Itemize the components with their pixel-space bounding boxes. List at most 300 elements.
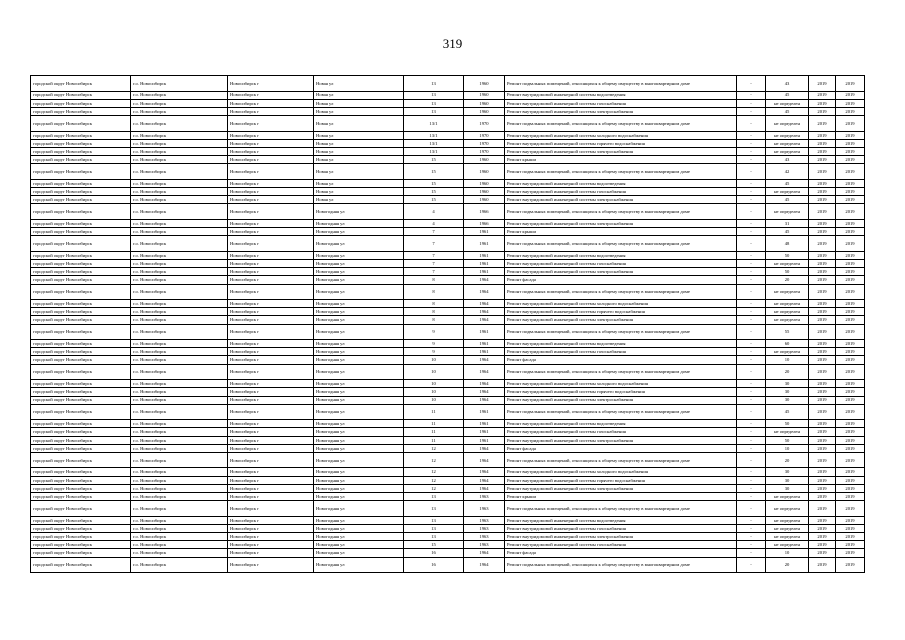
district-cell: г.о. Новосибирск [131, 501, 228, 517]
locality-cell: Новосибирск г [228, 428, 314, 436]
end-year-cell: 2019 [836, 268, 865, 276]
house-number-cell: 4 [404, 204, 464, 220]
municipality-cell: городской округ Новосибирск [31, 116, 131, 132]
table-row [31, 107, 865, 115]
work-type-cell: Ремонт внутридомовой инженерной системы водоотведения [505, 179, 737, 187]
municipality-cell: городской округ Новосибирск [31, 139, 131, 147]
cost-cell: 50 [766, 268, 809, 276]
build-year-cell: 1963 [464, 501, 505, 517]
house-number-cell: 10 [404, 388, 464, 396]
end-year-cell: 2019 [836, 364, 865, 380]
locality-cell: Новосибирск г [228, 316, 314, 324]
end-year-cell: 2019 [836, 259, 865, 267]
locality-cell: Новосибирск г [228, 476, 314, 484]
work-type-cell: Ремонт подвальных помещений, относящихся к общему имуществу в многоквартирном доме [505, 557, 737, 573]
build-year-cell: 1960 [464, 164, 505, 180]
mark-cell: - [737, 533, 766, 541]
start-year-cell: 2019 [809, 436, 836, 444]
cost-cell: не определен [766, 516, 809, 524]
cost-cell: 50 [766, 251, 809, 259]
municipality-cell: городской округ Новосибирск [31, 219, 131, 227]
mark-cell: - [737, 131, 766, 139]
district-cell: г.о. Новосибирск [131, 348, 228, 356]
start-year-cell: 2019 [809, 284, 836, 300]
mark-cell: - [737, 236, 766, 252]
cost-cell: 50 [766, 436, 809, 444]
cost-cell: не определен [766, 316, 809, 324]
locality-cell: Новосибирск г [228, 444, 314, 452]
end-year-cell: 2019 [836, 236, 865, 252]
mark-cell: - [737, 493, 766, 501]
end-year-cell: 2019 [836, 156, 865, 164]
mark-cell: - [737, 147, 766, 155]
table-row [31, 549, 865, 557]
table-row [31, 268, 865, 276]
municipality-cell: городской округ Новосибирск [31, 444, 131, 452]
end-year-cell: 2019 [836, 91, 865, 99]
start-year-cell: 2019 [809, 468, 836, 476]
district-cell: г.о. Новосибирск [131, 139, 228, 147]
municipality-cell: городской округ Новосибирск [31, 340, 131, 348]
start-year-cell: 2019 [809, 107, 836, 115]
street-cell: Новая ул [314, 156, 404, 164]
municipality-cell: городской округ Новосибирск [31, 228, 131, 236]
street-cell: Новогодняя ул [314, 428, 404, 436]
district-cell: г.о. Новосибирск [131, 444, 228, 452]
build-year-cell: 1960 [464, 156, 505, 164]
mark-cell: - [737, 268, 766, 276]
end-year-cell: 2019 [836, 284, 865, 300]
end-year-cell: 2019 [836, 147, 865, 155]
locality-cell: Новосибирск г [228, 420, 314, 428]
municipality-cell: городской округ Новосибирск [31, 99, 131, 107]
locality-cell: Новосибирск г [228, 484, 314, 492]
district-cell: г.о. Новосибирск [131, 380, 228, 388]
start-year-cell: 2019 [809, 156, 836, 164]
house-number-cell: 15 [404, 179, 464, 187]
locality-cell: Новосибирск г [228, 91, 314, 99]
municipality-cell: городской округ Новосибирск [31, 364, 131, 380]
municipality-cell: городской округ Новосибирск [31, 396, 131, 404]
locality-cell: Новосибирск г [228, 268, 314, 276]
cost-cell: не определен [766, 139, 809, 147]
build-year-cell: 1964 [464, 452, 505, 468]
end-year-cell: 2019 [836, 484, 865, 492]
house-number-cell: 7 [404, 251, 464, 259]
work-type-cell: Ремонт внутридомовой инженерной системы газоснабжения [505, 188, 737, 196]
house-number-cell: 13/1 [404, 147, 464, 155]
start-year-cell: 2019 [809, 476, 836, 484]
mark-cell: - [737, 516, 766, 524]
municipality-cell: городской округ Новосибирск [31, 516, 131, 524]
end-year-cell: 2019 [836, 196, 865, 204]
street-cell: Новогодняя ул [314, 356, 404, 364]
mark-cell: - [737, 428, 766, 436]
locality-cell: Новосибирск г [228, 236, 314, 252]
locality-cell: Новосибирск г [228, 516, 314, 524]
house-number-cell: 9 [404, 324, 464, 340]
locality-cell: Новосибирск г [228, 524, 314, 532]
mark-cell: - [737, 308, 766, 316]
mark-cell: - [737, 541, 766, 549]
house-number-cell: 12 [404, 452, 464, 468]
cost-cell: 30 [766, 476, 809, 484]
build-year-cell: 1964 [464, 557, 505, 573]
table-row [31, 436, 865, 444]
build-year-cell: 1964 [464, 396, 505, 404]
table-row [31, 228, 865, 236]
end-year-cell: 2019 [836, 388, 865, 396]
locality-cell: Новосибирск г [228, 533, 314, 541]
work-type-cell: Ремонт крыши [505, 228, 737, 236]
table-row [31, 493, 865, 501]
end-year-cell: 2019 [836, 219, 865, 227]
table-row [31, 516, 865, 524]
build-year-cell: 1960 [464, 76, 505, 92]
locality-cell: Новосибирск г [228, 452, 314, 468]
street-cell: Новая ул [314, 188, 404, 196]
municipality-cell: городской округ Новосибирск [31, 501, 131, 517]
start-year-cell: 2019 [809, 179, 836, 187]
cost-cell: не определен [766, 116, 809, 132]
start-year-cell: 2019 [809, 484, 836, 492]
table-row [31, 452, 865, 468]
end-year-cell: 2019 [836, 300, 865, 308]
table-row [31, 316, 865, 324]
district-cell: г.о. Новосибирск [131, 476, 228, 484]
build-year-cell: 1964 [464, 300, 505, 308]
start-year-cell: 2019 [809, 76, 836, 92]
house-number-cell: 13 [404, 91, 464, 99]
district-cell: г.о. Новосибирск [131, 156, 228, 164]
end-year-cell: 2019 [836, 324, 865, 340]
district-cell: г.о. Новосибирск [131, 468, 228, 476]
table-row [31, 396, 865, 404]
street-cell: Новогодняя ул [314, 316, 404, 324]
build-year-cell: 1963 [464, 516, 505, 524]
street-cell: Новогодняя ул [314, 284, 404, 300]
table-row [31, 276, 865, 284]
locality-cell: Новосибирск г [228, 468, 314, 476]
table-row [31, 476, 865, 484]
work-type-cell: Ремонт внутридомовой инженерной системы холодного водоснабжения [505, 300, 737, 308]
cost-cell: не определен [766, 259, 809, 267]
end-year-cell: 2019 [836, 436, 865, 444]
work-type-cell: Ремонт внутридомовой инженерной системы горячего водоснабжения [505, 388, 737, 396]
table-row [31, 308, 865, 316]
mark-cell: - [737, 300, 766, 308]
start-year-cell: 2019 [809, 340, 836, 348]
end-year-cell: 2019 [836, 188, 865, 196]
work-type-cell: Ремонт подвальных помещений, относящихся к общему имуществу в многоквартирном доме [505, 236, 737, 252]
district-cell: г.о. Новосибирск [131, 396, 228, 404]
cost-cell: не определен [766, 131, 809, 139]
mark-cell: - [737, 316, 766, 324]
locality-cell: Новосибирск г [228, 300, 314, 308]
mark-cell: - [737, 284, 766, 300]
start-year-cell: 2019 [809, 99, 836, 107]
end-year-cell: 2019 [836, 428, 865, 436]
locality-cell: Новосибирск г [228, 541, 314, 549]
end-year-cell: 2019 [836, 228, 865, 236]
house-number-cell: 13 [404, 533, 464, 541]
street-cell: Новогодняя ул [314, 268, 404, 276]
start-year-cell: 2019 [809, 236, 836, 252]
cost-cell: не определен [766, 524, 809, 532]
locality-cell: Новосибирск г [228, 116, 314, 132]
house-number-cell: 13 [404, 524, 464, 532]
house-number-cell: 11 [404, 420, 464, 428]
work-type-cell: Ремонт подвальных помещений, относящихся к общему имуществу в многоквартирном доме [505, 164, 737, 180]
locality-cell: Новосибирск г [228, 308, 314, 316]
street-cell: Новогодняя ул [314, 404, 404, 420]
end-year-cell: 2019 [836, 404, 865, 420]
end-year-cell: 2019 [836, 164, 865, 180]
table-row [31, 324, 865, 340]
work-type-cell: Ремонт внутридомовой инженерной системы газоснабжения [505, 524, 737, 532]
work-type-cell: Ремонт внутридомовой инженерной системы электроснабжения [505, 316, 737, 324]
house-number-cell: 8 [404, 316, 464, 324]
district-cell: г.о. Новосибирск [131, 164, 228, 180]
district-cell: г.о. Новосибирск [131, 204, 228, 220]
build-year-cell: 1970 [464, 139, 505, 147]
work-type-cell: Ремонт внутридомовой инженерной системы газоснабжения [505, 348, 737, 356]
municipality-cell: городской округ Новосибирск [31, 524, 131, 532]
cost-cell: 45 [766, 404, 809, 420]
mark-cell: - [737, 420, 766, 428]
start-year-cell: 2019 [809, 300, 836, 308]
start-year-cell: 2019 [809, 428, 836, 436]
start-year-cell: 2019 [809, 131, 836, 139]
district-cell: г.о. Новосибирск [131, 404, 228, 420]
table-row [31, 91, 865, 99]
end-year-cell: 2019 [836, 444, 865, 452]
start-year-cell: 2019 [809, 396, 836, 404]
mark-cell: - [737, 259, 766, 267]
district-cell: г.о. Новосибирск [131, 436, 228, 444]
mark-cell: - [737, 484, 766, 492]
work-type-cell: Ремонт фасада [505, 444, 737, 452]
build-year-cell: 1970 [464, 116, 505, 132]
house-number-cell: 10 [404, 380, 464, 388]
house-number-cell: 8 [404, 308, 464, 316]
street-cell: Новогодняя ул [314, 541, 404, 549]
end-year-cell: 2019 [836, 308, 865, 316]
work-type-cell: Ремонт фасада [505, 356, 737, 364]
build-year-cell: 1960 [464, 91, 505, 99]
cost-cell: не определен [766, 533, 809, 541]
municipality-cell: городской округ Новосибирск [31, 541, 131, 549]
municipality-cell: городской округ Новосибирск [31, 420, 131, 428]
street-cell: Новогодняя ул [314, 236, 404, 252]
start-year-cell: 2019 [809, 524, 836, 532]
start-year-cell: 2019 [809, 219, 836, 227]
street-cell: Новогодняя ул [314, 388, 404, 396]
mark-cell: - [737, 452, 766, 468]
work-type-cell: Ремонт внутридомовой инженерной системы газоснабжения [505, 541, 737, 549]
work-type-cell: Ремонт внутридомовой инженерной системы электроснабжения [505, 219, 737, 227]
work-type-cell: Ремонт подвальных помещений, относящихся к общему имуществу в многоквартирном доме [505, 76, 737, 92]
start-year-cell: 2019 [809, 259, 836, 267]
municipality-cell: городской округ Новосибирск [31, 468, 131, 476]
table-row [31, 428, 865, 436]
build-year-cell: 1961 [464, 259, 505, 267]
work-type-cell: Ремонт подвальных помещений, относящихся к общему имуществу в многоквартирном доме [505, 116, 737, 132]
district-cell: г.о. Новосибирск [131, 356, 228, 364]
locality-cell: Новосибирск г [228, 164, 314, 180]
district-cell: г.о. Новосибирск [131, 300, 228, 308]
mark-cell: - [737, 251, 766, 259]
cost-cell: не определен [766, 501, 809, 517]
mark-cell: - [737, 501, 766, 517]
work-type-cell: Ремонт внутридомовой инженерной системы водоотведения [505, 340, 737, 348]
table-row [31, 147, 865, 155]
start-year-cell: 2019 [809, 549, 836, 557]
table-row [31, 164, 865, 180]
municipality-cell: городской округ Новосибирск [31, 251, 131, 259]
build-year-cell: 1961 [464, 436, 505, 444]
table-row [31, 116, 865, 132]
work-type-cell: Ремонт внутридомовой инженерной системы водоотведения [505, 516, 737, 524]
locality-cell: Новосибирск г [228, 348, 314, 356]
municipality-cell: городской округ Новосибирск [31, 300, 131, 308]
locality-cell: Новосибирск г [228, 259, 314, 267]
cost-cell: не определен [766, 147, 809, 155]
work-type-cell: Ремонт подвальных помещений, относящихся к общему имуществу в многоквартирном доме [505, 204, 737, 220]
district-cell: г.о. Новосибирск [131, 107, 228, 115]
street-cell: Новая ул [314, 99, 404, 107]
municipality-cell: городской округ Новосибирск [31, 436, 131, 444]
mark-cell: - [737, 348, 766, 356]
locality-cell: Новосибирск г [228, 139, 314, 147]
table-row [31, 259, 865, 267]
build-year-cell: 1964 [464, 364, 505, 380]
end-year-cell: 2019 [836, 76, 865, 92]
house-number-cell: 11 [404, 428, 464, 436]
start-year-cell: 2019 [809, 268, 836, 276]
build-year-cell: 1963 [464, 493, 505, 501]
work-type-cell: Ремонт внутридомовой инженерной системы водоотведения [505, 91, 737, 99]
cost-cell: не определен [766, 99, 809, 107]
cost-cell: 20 [766, 276, 809, 284]
work-type-cell: Ремонт крыши [505, 493, 737, 501]
table-row [31, 219, 865, 227]
district-cell: г.о. Новосибирск [131, 316, 228, 324]
street-cell: Новая ул [314, 91, 404, 99]
start-year-cell: 2019 [809, 308, 836, 316]
municipality-cell: городской округ Новосибирск [31, 276, 131, 284]
build-year-cell: 1960 [464, 107, 505, 115]
cost-cell: не определен [766, 308, 809, 316]
mark-cell: - [737, 116, 766, 132]
build-year-cell: 1961 [464, 428, 505, 436]
cost-cell: 45 [766, 179, 809, 187]
municipality-cell: городской округ Новосибирск [31, 380, 131, 388]
municipality-cell: городской округ Новосибирск [31, 76, 131, 92]
work-type-cell: Ремонт внутридомовой инженерной системы электроснабжения [505, 147, 737, 155]
build-year-cell: 1961 [464, 324, 505, 340]
locality-cell: Новосибирск г [228, 156, 314, 164]
start-year-cell: 2019 [809, 196, 836, 204]
end-year-cell: 2019 [836, 131, 865, 139]
end-year-cell: 2019 [836, 452, 865, 468]
district-cell: г.о. Новосибирск [131, 340, 228, 348]
table-row [31, 76, 865, 92]
start-year-cell: 2019 [809, 516, 836, 524]
end-year-cell: 2019 [836, 107, 865, 115]
street-cell: Новогодняя ул [314, 228, 404, 236]
municipality-cell: городской округ Новосибирск [31, 164, 131, 180]
start-year-cell: 2019 [809, 316, 836, 324]
municipality-cell: городской округ Новосибирск [31, 156, 131, 164]
street-cell: Новогодняя ул [314, 276, 404, 284]
build-year-cell: 1961 [464, 268, 505, 276]
locality-cell: Новосибирск г [228, 147, 314, 155]
house-number-cell: 7 [404, 228, 464, 236]
mark-cell: - [737, 340, 766, 348]
mark-cell: - [737, 476, 766, 484]
table-row [31, 484, 865, 492]
cost-cell: не определен [766, 348, 809, 356]
work-type-cell: Ремонт внутридомовой инженерной системы холодного водоснабжения [505, 380, 737, 388]
municipality-cell: городской округ Новосибирск [31, 557, 131, 573]
end-year-cell: 2019 [836, 380, 865, 388]
locality-cell: Новосибирск г [228, 388, 314, 396]
locality-cell: Новосибирск г [228, 404, 314, 420]
municipality-cell: городской округ Новосибирск [31, 549, 131, 557]
locality-cell: Новосибирск г [228, 364, 314, 380]
mark-cell: - [737, 557, 766, 573]
cost-cell: 10 [766, 549, 809, 557]
locality-cell: Новосибирск г [228, 219, 314, 227]
work-type-cell: Ремонт подвальных помещений, относящихся к общему имуществу в многоквартирном доме [505, 324, 737, 340]
build-year-cell: 1964 [464, 284, 505, 300]
work-type-cell: Ремонт внутридомовой инженерной системы водоотведения [505, 420, 737, 428]
start-year-cell: 2019 [809, 404, 836, 420]
mark-cell: - [737, 76, 766, 92]
work-type-cell: Ремонт внутридомовой инженерной системы горячего водоснабжения [505, 476, 737, 484]
cost-cell: 30 [766, 380, 809, 388]
house-number-cell: 13 [404, 501, 464, 517]
house-number-cell: 13/1 [404, 139, 464, 147]
work-type-cell: Ремонт крыши [505, 156, 737, 164]
cost-cell: 60 [766, 340, 809, 348]
mark-cell: - [737, 188, 766, 196]
street-cell: Новогодняя ул [314, 468, 404, 476]
district-cell: г.о. Новосибирск [131, 196, 228, 204]
end-year-cell: 2019 [836, 356, 865, 364]
district-cell: г.о. Новосибирск [131, 251, 228, 259]
district-cell: г.о. Новосибирск [131, 236, 228, 252]
municipality-cell: городской округ Новосибирск [31, 388, 131, 396]
district-cell: г.о. Новосибирск [131, 549, 228, 557]
locality-cell: Новосибирск г [228, 493, 314, 501]
table-row [31, 524, 865, 532]
mark-cell: - [737, 228, 766, 236]
start-year-cell: 2019 [809, 493, 836, 501]
table-row [31, 356, 865, 364]
mark-cell: - [737, 324, 766, 340]
cost-cell: 45 [766, 228, 809, 236]
district-cell: г.о. Новосибирск [131, 452, 228, 468]
table-row [31, 348, 865, 356]
street-cell: Новогодняя ул [314, 516, 404, 524]
table-row [31, 139, 865, 147]
street-cell: Новогодняя ул [314, 444, 404, 452]
cost-cell: 30 [766, 468, 809, 476]
house-number-cell: 13 [404, 107, 464, 115]
municipality-cell: городской округ Новосибирск [31, 147, 131, 155]
